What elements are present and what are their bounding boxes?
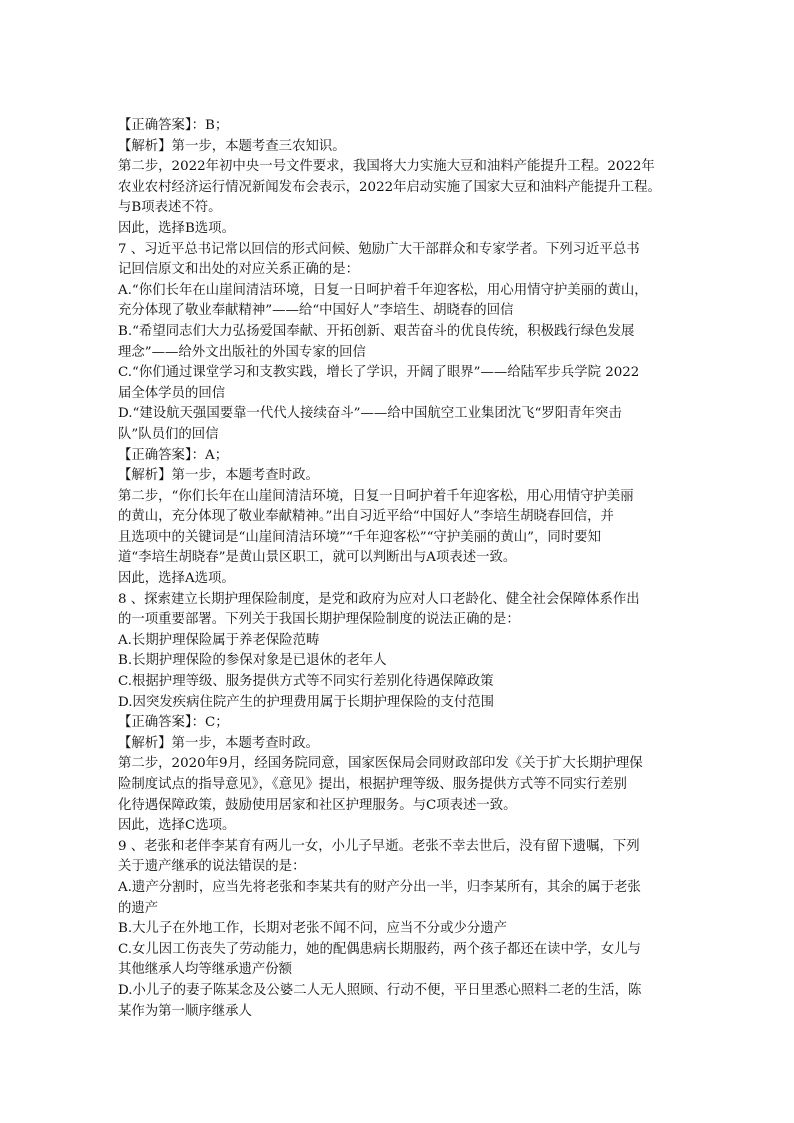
text-line: 充分体现了敬业奉献精神”——给“中国好人”李培生、胡晓春的回信 bbox=[118, 303, 514, 319]
text-line: 第二步，“你们长年在山崖间清洁环境，日复一日呵护着千年迎客松，用心用情守护美丽 bbox=[118, 488, 634, 504]
text-line: 【解析】第一步，本题考查时政。 bbox=[118, 735, 319, 751]
text-line: 关于遗产继承的说法错误的是： bbox=[118, 859, 306, 875]
text-line: 某作为第一顺序继承人 bbox=[118, 1003, 252, 1019]
text-line: 【解析】第一步，本题考查时政。 bbox=[118, 468, 319, 484]
text-line: 9 、老张和老伴李某育有两儿一女，小儿子早逝。老张不幸去世后，没有留下遗嘱，下列 bbox=[118, 838, 640, 854]
text-line: 【解析】第一步，本题考查三农知识。 bbox=[118, 138, 346, 154]
text-line: C.女儿因工伤丧失了劳动能力，她的配偶患病长期服药，两个孩子都还在读中学，女儿与 bbox=[118, 941, 641, 957]
text-line: B.大儿子在外地工作，长期对老张不闻不问，应当不分或少分遗产 bbox=[118, 921, 508, 937]
text-line: C.根据护理等级、服务提供方式等不同实行差别化待遇保障政策 bbox=[118, 674, 494, 690]
text-line: 第二步，2020年9月，经国务院同意，国家医保局会同财政部印发《关于扩大长期护理保 bbox=[118, 756, 643, 772]
text-line: 7 、习近平总书记常以回信的形式问候、勉励广大干部群众和专家学者。下列习近平总书 bbox=[118, 241, 640, 257]
text-line: B.“希望同志们大力弘扬爱国奉献、开拓创新、艰苦奋斗的优良传统，积极践行绿色发展 bbox=[118, 323, 635, 339]
text-line: A.长期护理保险属于养老保险范畴 bbox=[118, 632, 320, 648]
text-line: 的遗产 bbox=[118, 900, 159, 916]
text-line: 【正确答案】：B； bbox=[118, 118, 229, 133]
text-line: 的黄山，充分体现了敬业奉献精神。”出自习近平给“中国好人”李培生胡晓春回信，并 bbox=[118, 509, 614, 525]
text-line: 且选项中的关键词是“山崖间清洁环境”“千年迎客松”“守护美丽的黄山”，同时要知 bbox=[118, 529, 601, 545]
text-line: D.小儿子的妻子陈某念及公婆二人无人照顾、行动不便，平日里悉心照料二老的生活，陈 bbox=[118, 982, 642, 998]
text-line: 其他继承人均等继承遗产份额 bbox=[118, 962, 293, 978]
text-line: 届全体学员的回信 bbox=[118, 385, 226, 401]
text-line: 理念”——给外文出版社的外国专家的回信 bbox=[118, 344, 366, 360]
text-line: 险制度试点的指导意见》，《意见》提出，根据护理等级、服务提供方式等不同实行差别 bbox=[118, 777, 627, 792]
text-line: 队”队员们的回信 bbox=[118, 426, 219, 442]
text-line: 【正确答案】：C； bbox=[118, 715, 229, 731]
text-line: A.遗产分割时，应当先将老张和李某共有的财产分出一半，归李某所有，其余的属于老张 bbox=[118, 879, 641, 895]
text-line: 化待遇保障政策，鼓励使用居家和社区护理服务。与C项表述一致。 bbox=[118, 797, 517, 813]
text-line: 8 、探索建立长期护理保险制度，是党和政府为应对人口老龄化、健全社会保障体系作出 bbox=[118, 591, 640, 607]
text-line: 农业农村经济运行情况新闻发布会表示，2022年启动实施了国家大豆和油料产能提升工程。 bbox=[118, 179, 661, 195]
text-line: A.“你们长年在山崖间清洁环境，日复一日呵护着千年迎客松，用心用情守护美丽的黄山， bbox=[118, 282, 648, 298]
text-line: 记回信原文和出处的对应关系正确的是： bbox=[118, 262, 360, 278]
text-line: D.“建设航天强国要靠一代代人接续奋斗”——给中国航空工业集团沈飞“罗阳青年突击 bbox=[118, 406, 622, 422]
text-line: 与B项表述不符。 bbox=[118, 200, 222, 216]
text-line: B.长期护理保险的参保对象是已退休的老年人 bbox=[118, 653, 387, 669]
text-line: 道“李培生胡晓春”是黄山景区职工，就可以判断出与A项表述一致。 bbox=[118, 550, 517, 566]
text-line: 【正确答案】：A； bbox=[118, 447, 229, 463]
text-line: D.因突发疾病住院产生的护理费用属于长期护理保险的支付范围 bbox=[118, 694, 495, 710]
text-line: 因此，选择B选项。 bbox=[118, 220, 235, 236]
text-line: C.“你们通过课堂学习和支教实践，增长了学识，开阔了眼界”——给陆军步兵学院 2022 bbox=[118, 365, 640, 381]
text-line: 因此，选择A选项。 bbox=[118, 571, 235, 587]
text-line: 第二步，2022年初中央一号文件要求，我国将大力实施大豆和油料产能提升工程。2022年 bbox=[118, 159, 655, 175]
document-page bbox=[118, 116, 684, 1022]
text-line: 的一项重要部署。下列关于我国长期护理保险制度的说法正确的是： bbox=[118, 612, 520, 628]
text-line: 因此，选择C选项。 bbox=[118, 818, 236, 834]
